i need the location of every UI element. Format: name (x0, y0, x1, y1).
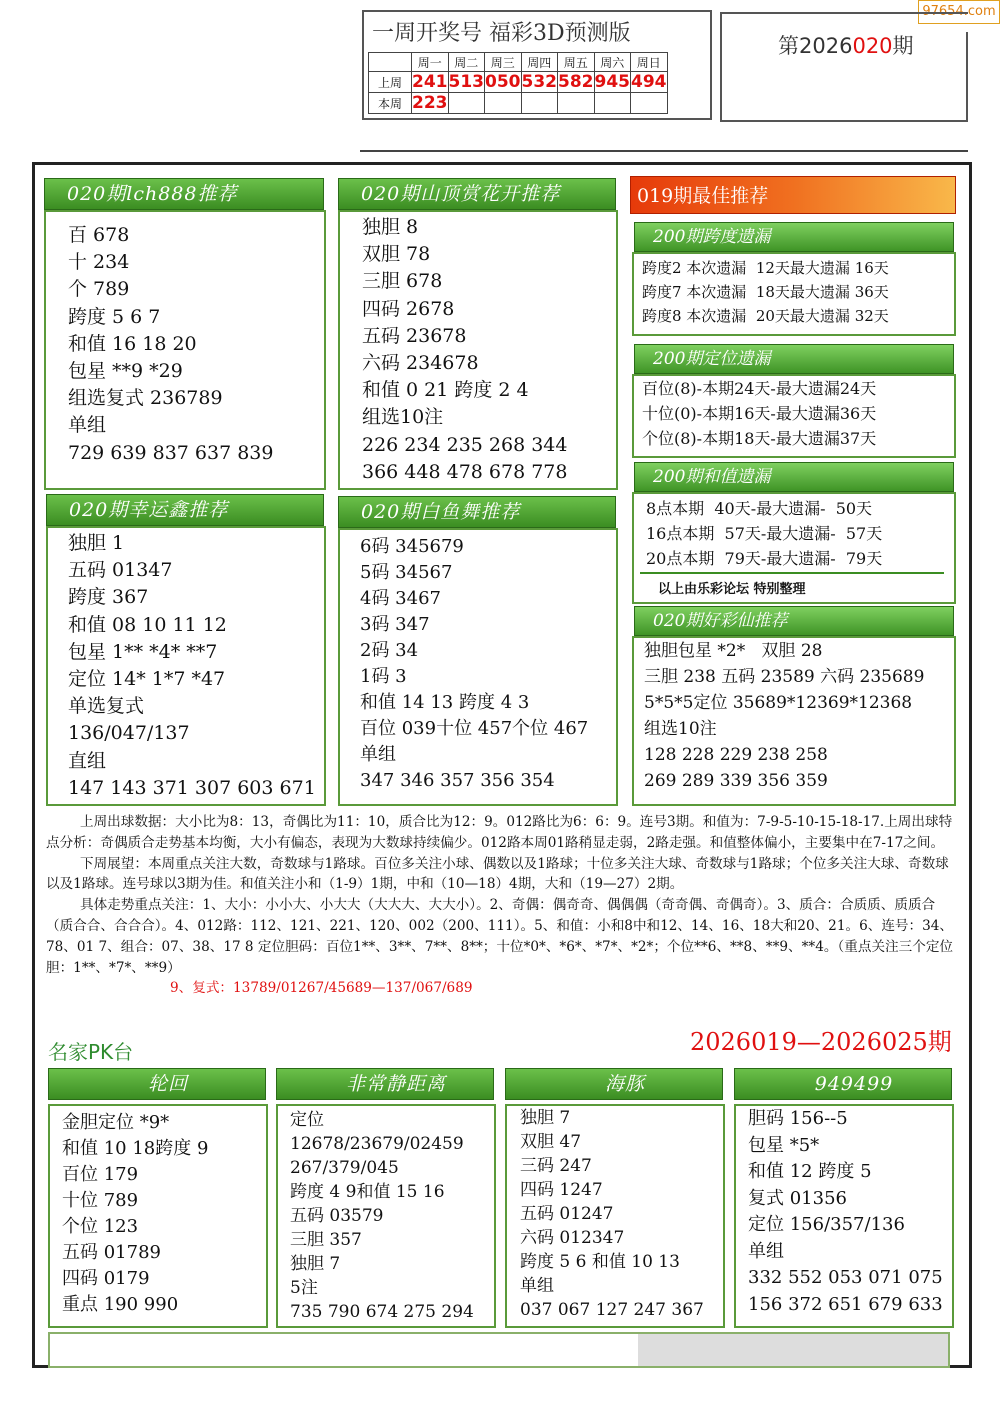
text-line: 金胆定位 *9* (62, 1112, 170, 1133)
issue-box (720, 12, 968, 122)
text-line: 个 789 (68, 278, 130, 301)
weekday-cell: 周六 (594, 53, 631, 72)
draw-number: 241 (412, 72, 448, 92)
draw-number: 050 (485, 72, 521, 92)
text-line: 跨度 4 9和值 15 16 (290, 1182, 445, 1202)
text-line: 双胆 78 (362, 243, 431, 266)
text-line: 定位 156/357/136 (748, 1214, 905, 1235)
text-line: 136/047/137 (68, 722, 190, 745)
text-line: 复式 01356 (748, 1187, 847, 1209)
weekday-cell: 周二 (448, 53, 485, 72)
draw-number (448, 93, 485, 114)
text-line: 五码 01789 (62, 1242, 161, 1263)
panel-title-baiyuwu: 020期白鱼舞推荐 (338, 496, 616, 528)
draw-number: 513 (448, 72, 484, 92)
text-line: 十 234 (68, 251, 130, 274)
text-line: 单组 (520, 1276, 554, 1296)
issue-num: 020 (852, 34, 893, 58)
text-line: 16点本期 57天-最大遗漏- 57天 (646, 524, 883, 543)
text-line: 独胆 7 (520, 1108, 571, 1128)
hot-recommend-title: 019期最佳推荐 (630, 176, 956, 214)
row-label: 上周 (369, 72, 412, 93)
text-line: 三码 247 (520, 1156, 592, 1176)
text-line: 226 234 235 268 344 (362, 433, 568, 456)
pk-title-feichang: 非常静距离 (276, 1068, 494, 1100)
panel-xingyunxin-content (68, 530, 316, 802)
draw-number (631, 93, 668, 114)
text-line: 组选10注 (362, 406, 444, 429)
draw-number (558, 93, 595, 114)
text-line: 包星 1** *4* **7 (68, 640, 218, 663)
text-line: 12678/23679/02459 (290, 1134, 464, 1154)
text-line: 和值 12 跨度 5 (748, 1161, 872, 1182)
text-line: 跨度2 本次遗漏 12天最大遗漏 16天 (642, 259, 889, 277)
text-line: 六码 234678 (362, 352, 479, 375)
text-line: 128 228 229 238 258 (644, 745, 828, 765)
text-line: 3码 347 (360, 614, 430, 635)
text-line: 双胆 47 (520, 1132, 582, 1152)
text-line: 跨度 367 (68, 586, 149, 609)
text-line: 独胆 8 (362, 216, 419, 238)
position-missing-title: 200期定位遗漏 (634, 344, 954, 374)
text-line: 单组 (748, 1240, 784, 1262)
text-line: 十位(0)-本期16天-最大遗漏36天 (642, 404, 877, 423)
panel-title-lch888: 020期lch888推荐 (44, 178, 324, 210)
text-line: 组选复式 236789 (68, 387, 223, 410)
pk-label: 名家PK台 (48, 1040, 134, 1064)
fairy-title: 020期好彩仙推荐 (634, 606, 954, 636)
fairy-content (644, 638, 924, 794)
text-line: 单选复式 (68, 695, 145, 718)
text-line: 五码 23678 (362, 324, 467, 347)
header-title-b: 福彩3D预测版 (489, 21, 631, 46)
text-line: 5码 34567 (360, 562, 453, 583)
text-line: 组选10注 (644, 719, 717, 739)
text-line: 个位(8)-本期18天-最大遗漏37天 (642, 429, 877, 448)
pk-content-feichang (290, 1108, 474, 1324)
issue-number (778, 30, 914, 60)
text-line: 5注 (290, 1278, 318, 1298)
draw-number (485, 93, 522, 114)
bottom-bar-gray (638, 1334, 948, 1366)
text-line: 独胆 7 (290, 1254, 341, 1274)
analysis-para-3-lead: 具体走势重点关注： (80, 897, 203, 914)
text-line: 单组 (360, 744, 396, 765)
text-line: 2码 34 (360, 640, 419, 661)
draw-number (594, 93, 631, 114)
sum-divider (640, 572, 944, 574)
row-label: 本周 (369, 93, 412, 114)
text-line: 独胆 1 (68, 532, 125, 554)
header-title (372, 16, 631, 47)
text-line: 037 067 127 247 367 (520, 1300, 704, 1320)
draw-number: 223 (412, 93, 448, 113)
text-line: 和值 10 18跨度 9 (62, 1138, 209, 1159)
text-line: 三胆 357 (290, 1230, 362, 1250)
text-line: 四码 2678 (362, 297, 455, 320)
text-line: 735 790 674 275 294 (290, 1302, 474, 1322)
text-line: 20点本期 79天-最大遗漏- 79天 (646, 549, 883, 568)
pk-content-lunhui (62, 1110, 208, 1318)
text-line: 332 552 053 071 075 (748, 1267, 943, 1288)
text-line: 定位 14* 1*7 *47 (68, 668, 226, 691)
text-line: 独胆包星 *2* 双胆 28 (644, 641, 823, 661)
panel-baiyuwu-content (360, 534, 588, 794)
text-line: 四码 0179 (62, 1268, 150, 1289)
text-line: 跨度 5 6 7 (68, 305, 161, 328)
analysis-para-3-body: 1、大小：小小大、小大大（大大大、大大小）。2、奇偶：偶奇奇、偶偶偶（奇奇偶、奇偶奇）。3、质合：合质质、质质合（质合合、合合合）。4、012路：112、121、221、120、002（200、111）。5、和值：小和8中和12、14、16、18大和20、21。6、连号：34、78、01 7、组合：07、38、17 8 定位胆码：百位1**、3**、7**、8**；十位*0*、*6*、*7*、*2*；个位**6、**8、**9、**4。（重点关注三个定位胆：1**、*7*、**9） (46, 897, 954, 976)
text-line: 包星 *5* (748, 1134, 820, 1156)
analysis-text (46, 812, 956, 999)
draw-number: 945 (594, 72, 630, 92)
draw-number: 494 (631, 72, 667, 92)
text-line: 6码 345679 (360, 536, 464, 557)
text-line: 729 639 837 637 839 (68, 441, 274, 464)
weekday-cell: 周四 (521, 53, 558, 72)
text-line: 和值 14 13 跨度 4 3 (360, 692, 530, 713)
text-line: 和值 08 10 11 12 (68, 613, 227, 636)
analysis-para-2: 下周展望：本周重点关注大数，奇数球与1路球。百位多关注小球、偶数以及1路球；十位多关注大球、奇数球与1路球；个位多关注大球、奇数球以及1路球。连号球以3期为佳。和值关注小和（1-9）1期，中和（10—18）4期，大和（19—27）2期。 (46, 855, 949, 893)
text-line: 跨度7 本次遗漏 18天最大遗漏 36天 (642, 283, 889, 301)
text-line: 8点本期 40天-最大遗漏- 50天 (646, 499, 873, 518)
text-line: 个位 123 (62, 1216, 139, 1237)
site-tag[interactable]: 97654.com (918, 0, 1000, 24)
header-title-a: 一周开奖号 (372, 21, 483, 46)
text-line: 百位 039十位 457个位 467 (360, 718, 589, 739)
text-line: 5*5*5定位 35689*12369*12368 (644, 693, 913, 713)
text-line: 三胆 238 五码 23589 六码 235689 (644, 667, 925, 687)
pk-range: 2026019—2026025期 (690, 1028, 952, 1056)
panel-lch888-content (68, 222, 273, 467)
text-line: 347 346 357 356 354 (360, 770, 555, 791)
weekday-cell: 周一 (412, 53, 449, 72)
span-missing-content (642, 256, 889, 328)
text-line: 单组 (68, 414, 107, 437)
text-line: 跨度 5 6 和值 10 13 (520, 1252, 680, 1272)
text-line: 重点 190 990 (62, 1294, 179, 1315)
text-line: 十位 789 (62, 1190, 139, 1211)
weekly-draw-table (368, 52, 668, 114)
text-line: 定位 (290, 1110, 324, 1130)
sum-missing-title: 200期和值遗漏 (634, 462, 954, 492)
sum-missing-content (646, 496, 882, 571)
text-line: 六码 012347 (520, 1228, 625, 1248)
text-line: 267/379/045 (290, 1158, 399, 1178)
pk-title-lunhui: 轮回 (48, 1068, 266, 1100)
text-line: 三胆 678 (362, 270, 443, 293)
table-corner (369, 53, 412, 72)
issue-prefix: 第2026 (778, 34, 853, 58)
panel-title-xingyunxin: 020期幸运鑫推荐 (46, 494, 324, 526)
text-line: 直组 (68, 749, 107, 772)
panel-title-shanding: 020期山顶赏花开推荐 (338, 178, 616, 210)
text-line: 五码 03579 (290, 1206, 384, 1226)
text-line: 包星 **9 *29 (68, 360, 183, 383)
panel-shanding-content (362, 214, 567, 486)
text-line: 五码 01247 (520, 1204, 614, 1224)
draw-number (521, 93, 558, 114)
text-line: 和值 16 18 20 (68, 332, 197, 355)
text-line: 156 372 651 679 633 (748, 1293, 943, 1315)
text-line: 胆码 156--5 (748, 1108, 848, 1129)
weekday-cell: 周五 (558, 53, 595, 72)
text-line: 366 448 478 678 778 (362, 460, 568, 483)
text-line: 147 143 371 307 603 671 (68, 776, 316, 799)
text-line: 跨度8 本次遗漏 20天最大遗漏 32天 (642, 307, 889, 325)
text-line: 和值 0 21 跨度 2 4 (362, 379, 529, 402)
text-line: 269 289 339 356 359 (644, 771, 828, 791)
analysis-para-3 (46, 895, 956, 978)
pk-content-949499 (748, 1106, 943, 1318)
text-line: 1码 3 (360, 666, 407, 687)
text-line: 五码 01347 (68, 559, 173, 582)
weekday-cell: 周三 (485, 53, 522, 72)
text-line: 百位 179 (62, 1164, 139, 1185)
text-line: 4码 3467 (360, 588, 441, 609)
analysis-para-1: 上周出球数据：大小比为8：13，奇偶比为11：10，质合比为12：9。012路比为6：6：9。连号3期。和值为：7-9-5-10-15-18-17.上周出球特点分析：奇偶质合走势基本均衡，大小有偏态，表现为大数球持续偏少。012路本周01路稍显走弱，2路走强。和值整体偏小，主要集中在7-17之间。 (46, 814, 953, 851)
pk-title-949499: 949499 (734, 1068, 952, 1100)
header-divider (360, 150, 968, 152)
pk-content-haitun (520, 1106, 704, 1322)
draw-number: 582 (558, 72, 594, 92)
position-missing-content (642, 376, 876, 451)
weekday-cell: 周日 (631, 53, 668, 72)
text-line: 百位(8)-本期24天-最大遗漏24天 (642, 379, 877, 398)
bottom-bar (48, 1332, 950, 1368)
pk-title-haitun: 海豚 (505, 1068, 723, 1100)
span-missing-title: 200期跨度遗漏 (634, 222, 954, 252)
analysis-para-4: 9、复式：13789/01267/45689—137/067/689 (170, 980, 473, 997)
sum-note: 以上由乐彩论坛 特别整理 (658, 582, 806, 597)
issue-suffix: 期 (892, 34, 914, 58)
text-line: 百 678 (68, 224, 130, 246)
text-line: 四码 1247 (520, 1180, 603, 1200)
draw-number: 532 (521, 72, 557, 92)
